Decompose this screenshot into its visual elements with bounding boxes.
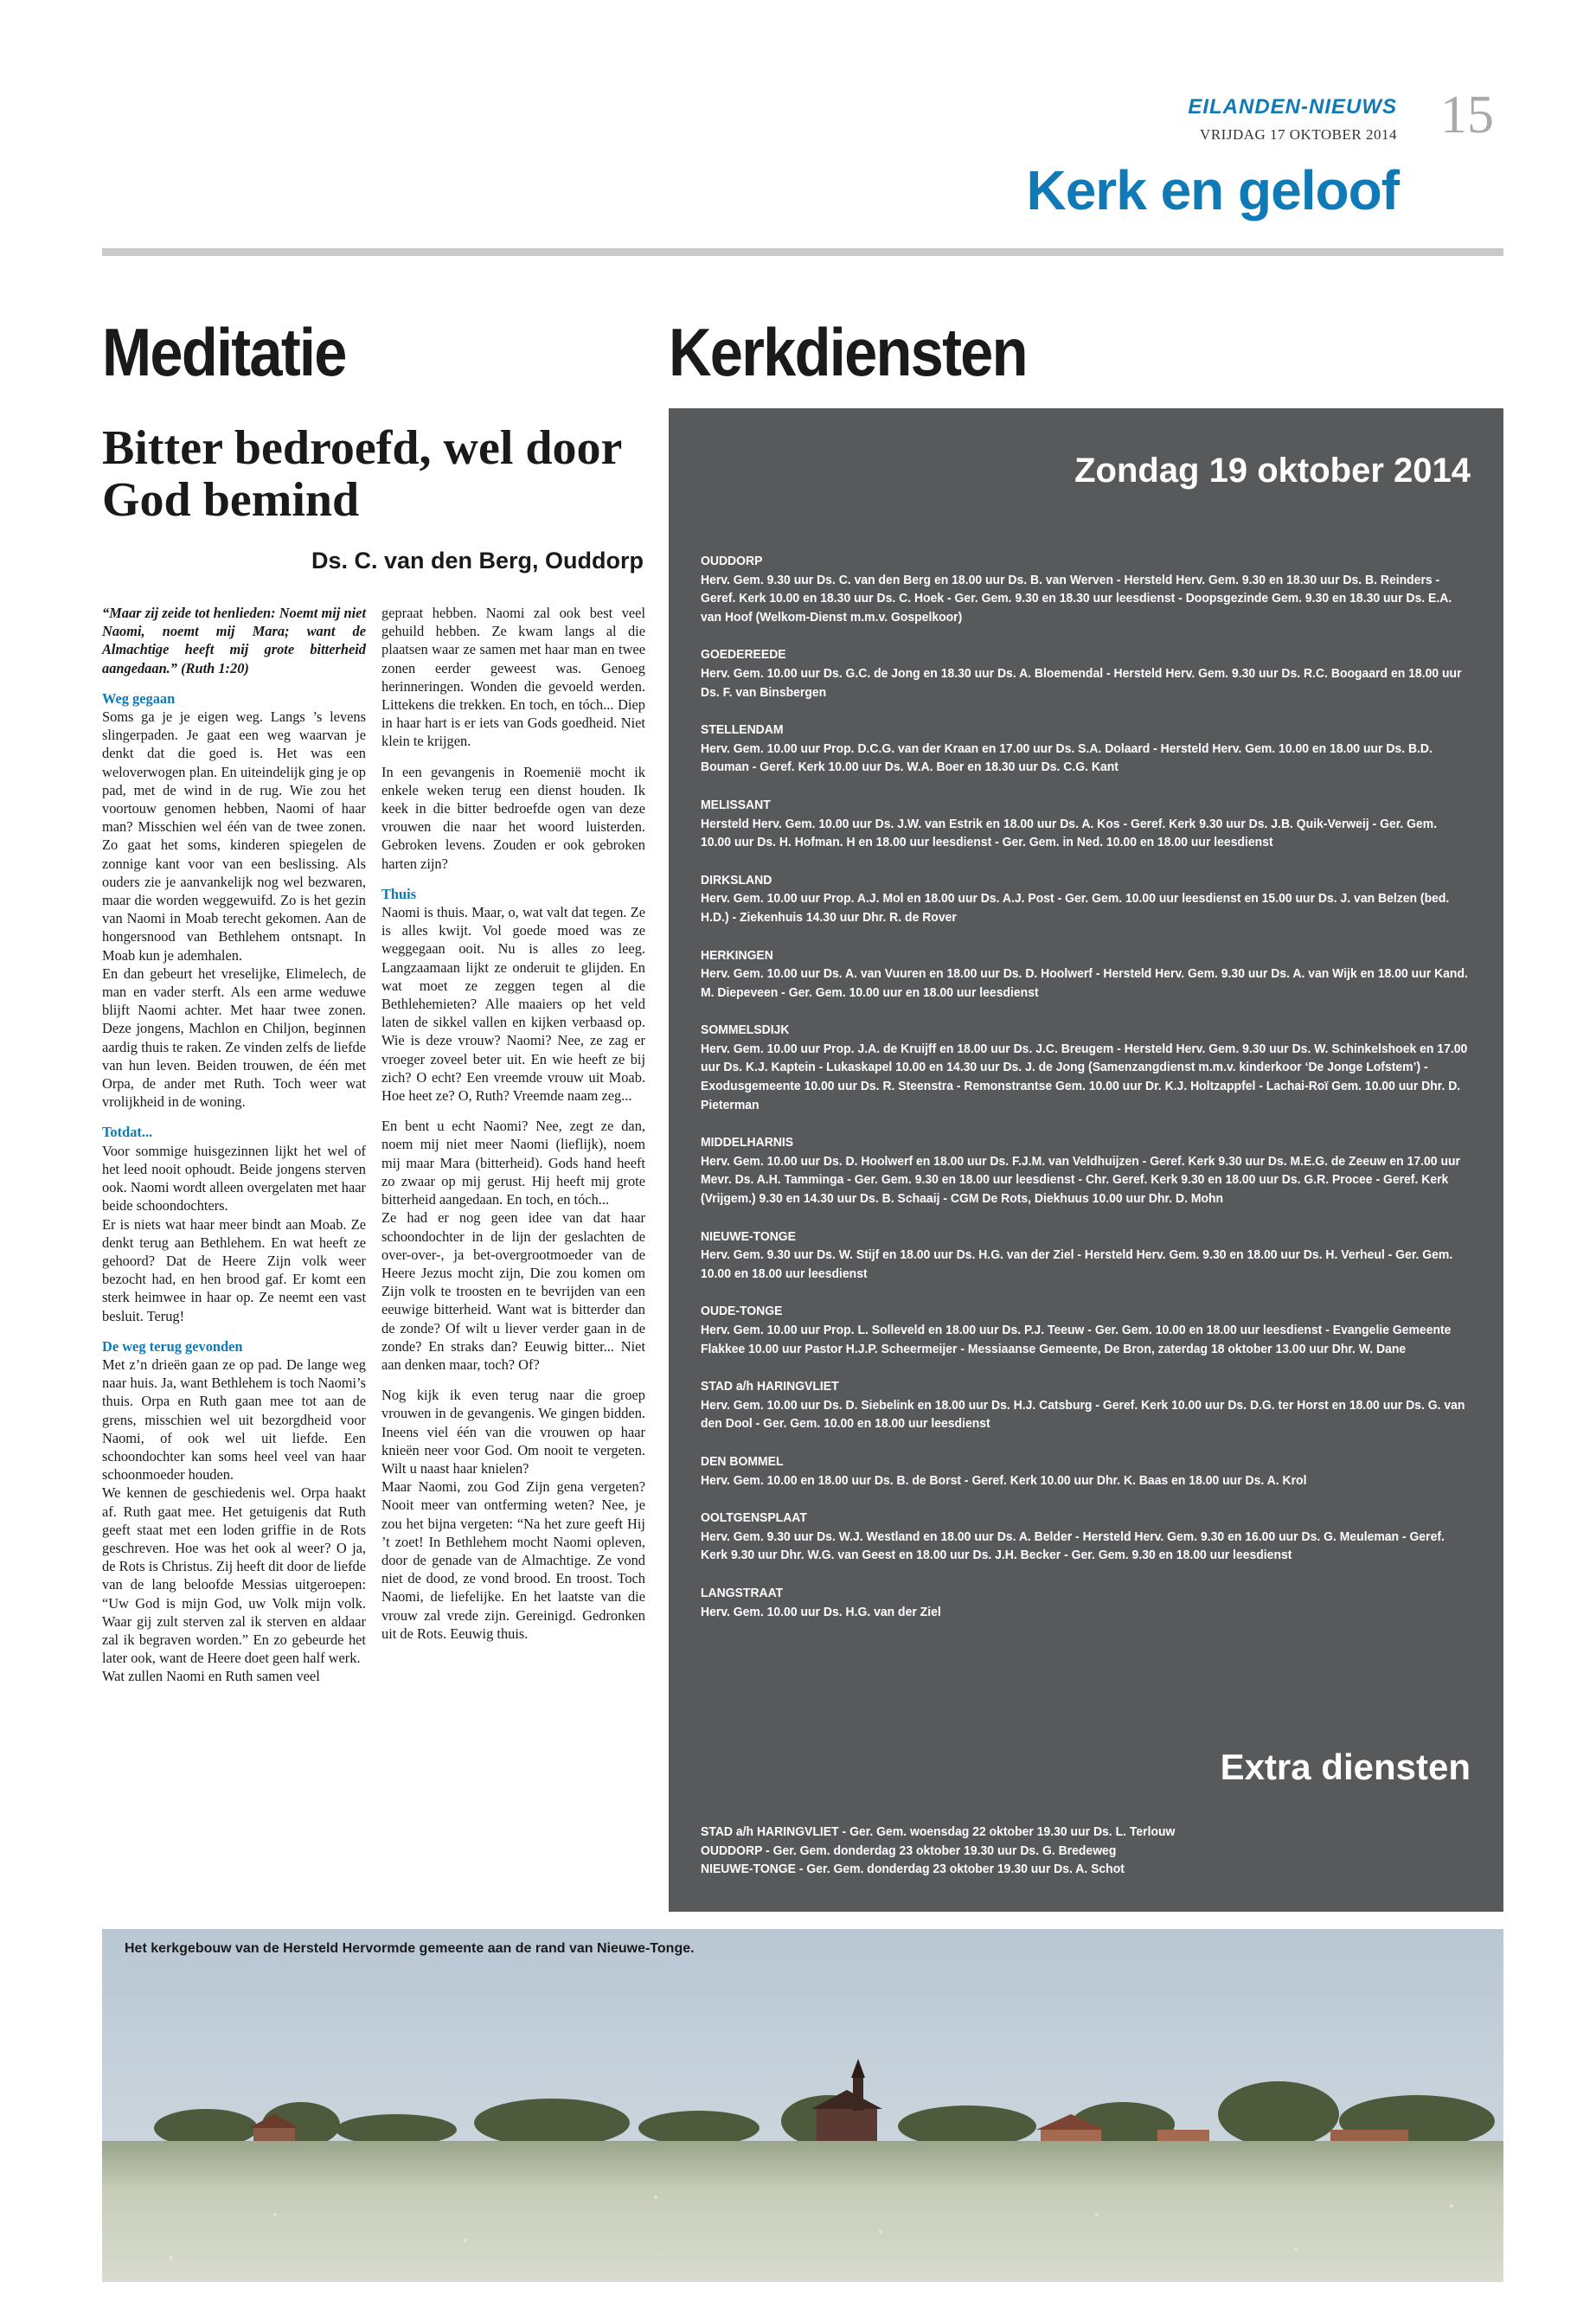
subheading: De weg terug gevonden bbox=[102, 1337, 243, 1355]
paragraph-gap bbox=[381, 1374, 645, 1386]
paper-name: EILANDEN-NIEUWS bbox=[1188, 95, 1397, 119]
service-location: HERKINGEN bbox=[701, 947, 773, 963]
paragraph: We kennen de geschiedenis wel. Orpa haakt af. Ruth gaat mee. Het getuigenis dat Ruth geeft staat met een loden griffie in de Rots geschreven. Hoe was het ook al weer? O ja, de Rots is Christus. Zij heeft dit door de liefde van de lang beloofde Messias uitgeroepen: “Uw God is mijn God, uw Volk mijn volk. Waar gij zult sterven zal ik sterven en aldaar zal ik begraven worden.” En zo gebeurde het later ook, want de Heere doet geen half werk. bbox=[102, 1484, 366, 1667]
subheading: Totdat... bbox=[102, 1124, 153, 1141]
paragraph: Soms ga je je eigen weg. Langs ’s levens slingerpaden. Je gaat een weg waarvan je denkt dat die goed is. Het was een weloverwogen plan. En uiteindelijk ging je op pad, met de wind in de rug. Wie zou het voortouw genomen hebben, Naomi of haar man? Misschien wel één van de twee zonen. Zo gaat het soms, kinderen spiegelen de zonnige kant voor van een beslissing. Als ouders zie je aanvankelijk nog wel bezwaren, maar die worden weggewuifd. Zo is het gezin van Naomi in Moab terecht gekomen. Aan de hongersnood van Bethlehem ontsnapt. In Moab kun je ademhalen. bbox=[102, 708, 366, 964]
subheading: Thuis bbox=[381, 885, 417, 902]
service-entry bbox=[701, 796, 1469, 852]
photo-caption: Het kerkgebouw van de Hersteld Hervormde gemeente aan de rand van Nieuwe-Tonge. bbox=[125, 1941, 695, 1956]
service-location: OUDE-TONGE bbox=[701, 1304, 783, 1319]
service-entry bbox=[701, 1584, 1469, 1621]
paragraph: Maar Naomi, zou God Zijn gena vergeten? Nooit meer van ontferming weten? Nee, je zou het bijna vergeten: “Na het zure geeft Hij ’t zoet! In Bethlehem mocht Naomi opleven, door de genade van de Almachtige. Ze vond niet de dood, ze vond brood. En troost. Toch Naomi, de liefelijke. En het laatste van die vrouw zal vrede zijn. Gereinigd. Gedronken uit de Rots. Eeuwig thuis. bbox=[381, 1478, 645, 1642]
subheading: Weg gegaan bbox=[102, 689, 176, 707]
service-details: Herv. Gem. 9.30 uur Ds. W. Stijf en 18.00 uur Ds. H.G. van der Ziel - Hersteld Herv. Gem. 9.30 en 18.00 uur Ds. H. Verheul - Ger. Gem. 10.00 en 18.00 uur leesdienst bbox=[701, 1247, 1453, 1281]
service-details: Herv. Gem. 10.00 uur Prop. A.J. Mol en 18.00 uur Ds. A.J. Post - Ger. Gem. 10.00 uur leesdienst en 15.00 uur Ds. J. van Belzen (bed. H.D.) - Ziekenhuis 14.30 uur Dhr. R. de Rover bbox=[701, 891, 1450, 925]
service-details: Herv. Gem. 10.00 uur Ds. D. Hoolwerf en 18.00 uur Ds. F.J.M. van Veldhuijzen - Geref. Kerk 9.30 uur Ds. M.E.G. de Zeeuw en 17.00 uur Mevr. Ds. A.H. Tamminga - Ger. Gem. 9.30 en 18.00 uur leesdienst - Chr. Geref. Kerk 9.30 en 18.00 uur Ds. G.R. Procee - Geref. Kerk (Vrijgem.) 9.30 en 14.30 uur Ds. B. Schaaij - CGM De Rots, Diekhuus 10.00 uur Dhr. D. Mohn bbox=[701, 1153, 1460, 1207]
service-location: NIEUWE-TONGE bbox=[701, 1228, 796, 1244]
paragraph: Wat zullen Naomi en Ruth samen veel bbox=[102, 1668, 320, 1685]
meditatie-column-2 bbox=[381, 604, 645, 1643]
service-details: Herv. Gem. 9.30 uur Ds. W.J. Westland en 18.00 uur Ds. A. Belder - Hersteld Herv. Gem. 9.30 en 16.00 uur Ds. G. Meuleman - Geref. Kerk 9.30 uur Dhr. W.G. van Geest en 18.00 uur Ds. J.H. Becker - Ger. Gem. 9.30 en 18.00 uur leesdienst bbox=[701, 1529, 1445, 1563]
paragraph: In een gevangenis in Roemenië mocht ik enkele weken terug een dienst houden. Ik keek in die bitter bedroefde ogen van deze vrouwen die naar het woord luisterden. Gebroken levens. Zouden er ook gebroken harten zijn? bbox=[381, 763, 645, 872]
section-title: Kerk en geloof bbox=[1026, 159, 1399, 221]
service-location: LANGSTRAAT bbox=[701, 1585, 784, 1600]
masthead bbox=[0, 0, 1596, 260]
service-entry bbox=[701, 946, 1469, 1003]
extra-services-list bbox=[701, 1823, 1465, 1879]
service-entry bbox=[701, 1021, 1469, 1114]
paragraph: Met z’n drieën gaan ze op pad. De lange weg naar huis. Ja, want Bethlehem is toch Naomi’s thuis. Orpa en Ruth gaan mee tot aan de grens, misschien wel uit bezorgdheid voor Naomi, of ook wel uit liefde. Een schoondochter kan soms heel veel van haar schoonmoeder houden. bbox=[102, 1356, 366, 1484]
service-entry bbox=[701, 1133, 1469, 1208]
service-entry bbox=[701, 552, 1469, 626]
extra-service-line: OUDDORP - Ger. Gem. donderdag 23 oktober 19.30 uur Ds. G. Bredeweg bbox=[701, 1843, 1117, 1858]
paragraph: Er is niets wat haar meer bindt aan Moab. Ze denkt terug aan Bethlehem. En wat heeft ze gehoord? Dat de Heere Zijn volk weer bezocht had, en hen brood gaf. Er komt een sterk heimwee in haar op. Ze neemt een vast besluit. Terug! bbox=[102, 1215, 366, 1324]
paragraph: gepraat hebben. Naomi zal ook best veel gehuild hebben. Ze kwam langs al die plaatsen waar ze samen met haar man en twee zonen eerder geweest was. Genoeg herinneringen. Wonden die gevoeld werden. Littekens die trekken. En toch, en tóch... Diep in haar hart is er iets van Gods goedheid. Niet klein te krijgen. bbox=[381, 605, 645, 750]
paragraph: En dan gebeurt het vreselijke, Elimelech, de man en vader sterft. Als een arme weduwe blijft Naomi achter. Met haar twee zonen. Deze jongens, Machlon en Chiljon, beginnen aardig thuis te raken. Ze vinden zelfs de liefde van hun leven. Beiden trouwen, de één met Orpa, de ander met Ruth. Toch weer wat vrolijkheid in de woning. bbox=[102, 965, 366, 1111]
scripture-quote: “Maar zij zeide tot henlieden: Noemt mij niet Naomi, noemt mij Mara; want de Almachtige heeft mij grote bitterheid aangedaan.” (Ruth 1:20) bbox=[102, 605, 366, 676]
kerkdiensten-box bbox=[669, 408, 1503, 1912]
meditatie-heading: Meditatie bbox=[102, 314, 346, 390]
service-entry bbox=[701, 1452, 1469, 1490]
church-landscape-photo bbox=[102, 1929, 1503, 2282]
paragraph: Voor sommige huisgezinnen lijkt het wel of het leed nooit ophoudt. Beide jongens sterven ook. Naomi wordt alleen overgelaten met haar beide schoondochters. bbox=[102, 1142, 366, 1215]
service-details: Herv. Gem. 10.00 uur Prop. J.A. de Kruijff en 18.00 uur Ds. J.C. Breugem - Hersteld Herv. Gem. 9.30 uur Ds. W. Schinkelshoek en 17.00 uur Ds. K.J. Kaptein - Lukaskapel 10.00 en 14.30 uur Ds. J. de Jong (Samenzangdienst m.m.v. kinderkoor ‘De Jonge Lofstem’) - Exodusgemeente 10.00 uur Ds. R. Steenstra - Remonstrantse Gem. 10.00 uur Dr. K.J. Holtzappfel - Lachai-Roï Gem. 10.00 uur Dhr. D. Pieterman bbox=[701, 1041, 1468, 1112]
service-entry bbox=[701, 1377, 1469, 1433]
service-details: Herv. Gem. 10.00 uur Ds. A. van Vuuren en 18.00 uur Ds. D. Hoolwerf - Hersteld Herv. Gem. 9.30 uur Ds. A. van Wijk en 18.00 uur Kand. M. Diepeveen - Ger. Gem. 10.00 uur en 18.00 uur leesdienst bbox=[701, 966, 1468, 1000]
service-entry bbox=[701, 871, 1469, 927]
service-details: Herv. Gem. 10.00 en 18.00 uur Ds. B. de Borst - Geref. Kerk 10.00 uur Dhr. K. Baas en 18.00 uur Ds. A. Krol bbox=[701, 1472, 1307, 1488]
service-location: SOMMELSDIJK bbox=[701, 1022, 790, 1038]
extra-service-line: NIEUWE-TONGE - Ger. Gem. donderdag 23 oktober 19.30 uur Ds. A. Schot bbox=[701, 1862, 1125, 1877]
service-date-title: Zondag 19 oktober 2014 bbox=[1074, 452, 1471, 490]
meditatie-title: Bitter bedroefd, wel door God bemind bbox=[102, 421, 622, 527]
service-entry bbox=[701, 645, 1469, 702]
service-entry bbox=[701, 721, 1469, 777]
paragraph-gap bbox=[381, 1105, 645, 1117]
page-number: 15 bbox=[1440, 86, 1494, 144]
paragraph: Naomi is thuis. Maar, o, wat valt dat tegen. Ze is alles kwijt. Vol goede moed was ze weggegaan ooit. Nu is alles zo leeg. Langzaamaan lijkt ze onderuit te glijden. En wat moet ze zeggen tegen al die Bethlehemieten? Alle maaiers op het veld laten de sikkel vallen en kijken verbaasd op. Wie is deze vrouw? Naomi? Nee, ze zag er vroeger zoveel beter uit. En wie heeft ze bij zich? O echt? Een vreemde vrouw uit Moab. Hoe heet ze? O, Ruth? Vreemde naam zeg... bbox=[381, 904, 645, 1105]
service-location: DIRKSLAND bbox=[701, 872, 772, 888]
service-details: Herv. Gem. 10.00 uur Prop. D.C.G. van der Kraan en 17.00 uur Ds. S.A. Dolaard - Hersteld Herv. Gem. 10.00 en 18.00 uur Ds. B.D. Bouman - Geref. Kerk 10.00 uur Ds. W.A. Boer en 18.30 uur Ds. C.G. Kant bbox=[701, 740, 1433, 775]
service-details: Herv. Gem. 10.00 uur Ds. H.G. van der Ziel bbox=[701, 1604, 941, 1619]
service-details: Hersteld Herv. Gem. 10.00 uur Ds. J.W. van Estrik en 18.00 uur Ds. A. Kos - Geref. Kerk 9.30 uur Ds. J.B. Quik-Verweij - Ger. Gem. 10.00 uur Ds. H. Hofman. H en 18.00 uur leesdienst - Ger. Gem. in Ned. 10.00 en 18.00 uur leesdienst bbox=[701, 816, 1438, 850]
service-location: GOEDEREEDE bbox=[701, 647, 786, 663]
paragraph: Nog kijk ik even terug naar die groep vrouwen in de gevangenis. We gingen bidden. Ineens viel één van die vrouwen op haar knieën neer voor God. Om nooit te vergeten. Wilt u naast haar knielen? bbox=[381, 1387, 645, 1477]
extra-service-line: STAD a/h HARINGVLIET - Ger. Gem. woensdag 22 oktober 19.30 uur Ds. L. Terlouw bbox=[701, 1824, 1176, 1839]
paragraph: En bent u echt Naomi? Nee, zegt ze dan, noem mij niet meer Naomi (lieflijk), noem mij maar Mara (bitterheid). Gods hand heeft zo zwaar op mij gerust. Hij heeft mij grote bitterheid aangedaan. En toch, en tóch... bbox=[381, 1118, 645, 1208]
service-location: MELISSANT bbox=[701, 797, 771, 812]
service-details: Herv. Gem. 9.30 uur Ds. C. van den Berg en 18.00 uur Ds. B. van Werven - Hersteld Herv. Gem. 9.30 en 18.30 uur Ds. B. Reinders - Geref. Kerk 10.00 en 18.30 uur Ds. C. Hoek - Ger. Gem. 9.30 en 18.30 uur leesdienst - Doopsgezinde Gem. 9.30 en 18.30 uur Ds. E.A. van Hoof (Welkom-Dienst m.m.v. Gospelkoor) bbox=[701, 572, 1452, 625]
publication-date: VRIJDAG 17 OKTOBER 2014 bbox=[1200, 126, 1397, 143]
service-details: Herv. Gem. 10.00 uur Ds. G.C. de Jong en 18.30 uur Ds. A. Bloemendal - Hersteld Herv. Gem. 9.30 uur Ds. R.C. Boogaard en 18.00 uur Ds. F. van Binsbergen bbox=[701, 665, 1462, 700]
extra-services-title: Extra diensten bbox=[1220, 1747, 1471, 1787]
service-details: Herv. Gem. 10.00 uur Ds. D. Siebelink en 18.00 uur Ds. H.J. Catsburg - Geref. Kerk 10.00 uur Ds. D.G. ter Horst en 18.00 uur Ds. G. van den Dool - Ger. Gem. 10.00 en 18.00 uur leesdienst bbox=[701, 1397, 1465, 1432]
service-entry bbox=[701, 1227, 1469, 1284]
service-entry bbox=[701, 1509, 1469, 1565]
service-location: DEN BOMMEL bbox=[701, 1453, 784, 1469]
service-location: MIDDELHARNIS bbox=[701, 1135, 794, 1150]
service-location: OUDDORP bbox=[701, 554, 763, 568]
kerkdiensten-heading: Kerkdiensten bbox=[669, 314, 1027, 390]
service-location: STELLENDAM bbox=[701, 722, 784, 738]
meditatie-author: Ds. C. van den Berg, Ouddorp bbox=[311, 548, 644, 574]
service-list bbox=[701, 552, 1469, 1640]
service-entry bbox=[701, 1302, 1469, 1358]
meditatie-column-1 bbox=[102, 604, 366, 1686]
header-divider bbox=[102, 248, 1503, 256]
landscape-image bbox=[102, 1929, 1503, 2282]
service-location: STAD a/h HARINGVLIET bbox=[701, 1379, 839, 1394]
paragraph-gap bbox=[381, 751, 645, 763]
service-location: OOLTGENSPLAAT bbox=[701, 1510, 807, 1526]
paragraph: Ze had er nog geen idee van dat haar schoondochter in de lijn der geslachten de over-over-, ja bet-overgrootmoeder van de Heere Jezus mocht zijn, Die zou komen om Zijn volk te troosten en te bevrijden van een eeuwige bitterheid. Want wat is bitterder dan de zonde? Of wilt u liever verder gaan in de zonde? En straks dan? Eeuwig bitter... Niet aan denken maar, toch? Of? bbox=[381, 1209, 645, 1373]
service-details: Herv. Gem. 10.00 uur Prop. L. Solleveld en 18.00 uur Ds. P.J. Teeuw - Ger. Gem. 10.00 en 18.00 uur leesdienst - Evangelie Gemeente Flakkee 10.00 uur Pastor H.J.P. Scheermeijer - Messiaanse Gemeente, De Bron, zaterdag 18 oktober 13.00 uur Dhr. W. Dane bbox=[701, 1323, 1452, 1356]
